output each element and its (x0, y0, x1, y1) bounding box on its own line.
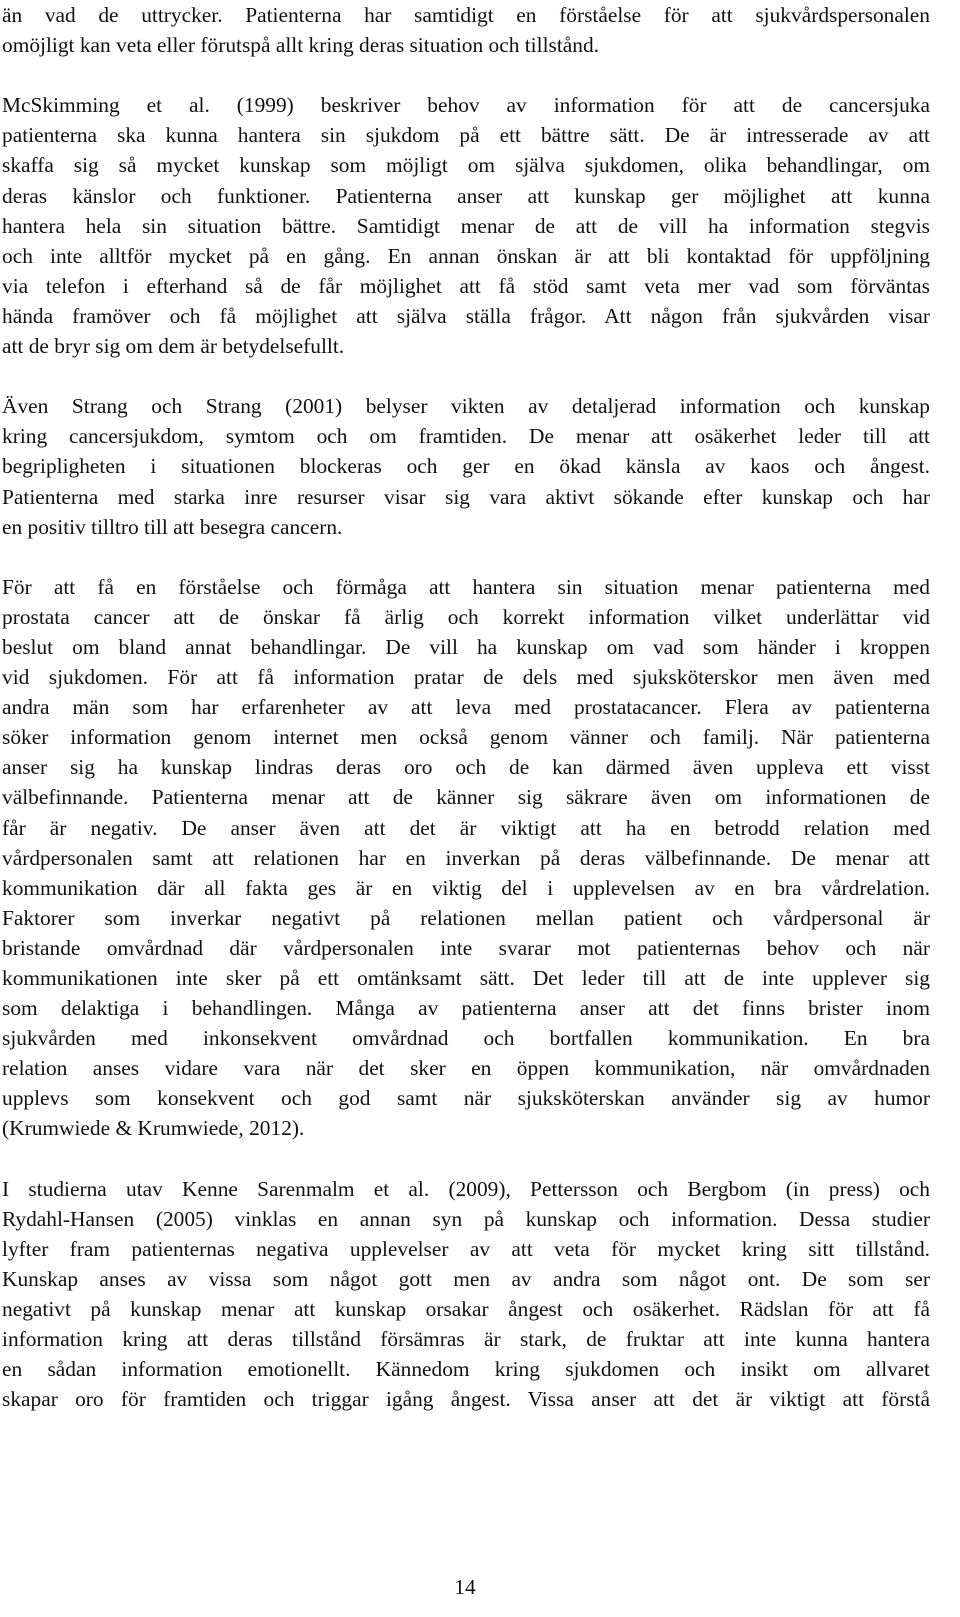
text-line: negativt på kunskap menar att kunskap orsakar ångest och osäkerhet. Rädslan för att få (2, 1297, 930, 1322)
text-line: Faktorer som inverkar negativt på relationen mellan patient och vårdpersonal är (2, 905, 930, 930)
text-line: omöjligt kan veta eller förutspå allt kring deras situation och tillstånd. (2, 33, 600, 58)
page-number: 14 (454, 1575, 476, 1599)
text-line: sjukvården med inkonsekvent omvårdnad och bortfallen kommunikation. En bra (2, 1026, 930, 1051)
text-line: andra män som har erfarenheter av att leva med prostatacancer. Flera av patienterna (2, 695, 930, 720)
text-line: att de bryr sig om dem är betydelsefullt. (2, 334, 345, 359)
text-line: hantera hela sin situation bättre. Samtidigt menar de att de vill ha information stegvis (2, 213, 930, 238)
text-line: lyfter fram patienternas negativa upplevelser av att veta för mycket kring sitt tillstånd. (2, 1236, 930, 1261)
text-line: en positiv tilltro till att besegra cancern. (2, 514, 343, 539)
body-text (2, 0, 930, 1414)
text-line: patienterna ska kunna hantera sin sjukdom på ett bättre sätt. De är intresserade av att (2, 123, 930, 148)
text-line: För att få en förståelse och förmåga att hantera sin situation menar patienterna med (2, 574, 930, 599)
text-line: får är negativ. De anser även att det är viktigt att ha en betrodd relation med (2, 815, 930, 840)
text-line: än vad de uttrycker. Patienterna har samtidigt en förståelse för att sjukvårdspersonalen (2, 3, 930, 27)
text-line: söker information genom internet men också genom vänner och familj. När patienterna (2, 725, 930, 750)
paragraph (2, 0, 930, 60)
text-line: information kring att deras tillstånd försämras är stark, de fruktar att inte kunna hantera (2, 1327, 930, 1352)
text-line: Patienterna med starka inre resurser visar sig vara aktivt sökande efter kunskap och har (2, 484, 930, 509)
text-line: relation anses vidare vara när det sker en öppen kommunikation, när omvårdnaden (2, 1056, 930, 1081)
paragraph-gap (2, 542, 930, 572)
text-line: kring cancersjukdom, symtom och om framtiden. De menar att osäkerhet leder till att (2, 424, 930, 449)
text-line: (Krumwiede & Krumwiede, 2012). (2, 1116, 305, 1141)
text-line: Rydahl-Hansen (2005) vinklas en annan syn på kunskap och information. Dessa studier (2, 1206, 930, 1231)
text-line: upplevs som konsekvent och god samt när sjuksköterskan använder sig av humor (2, 1086, 930, 1111)
text-line: bristande omvårdnad där vårdpersonalen inte svarar mot patienternas behov och när (2, 935, 930, 960)
text-line: Även Strang och Strang (2001) belyser vikten av detaljerad information och kunskap (2, 394, 930, 419)
text-line: prostata cancer att de önskar få ärlig och korrekt information vilket underlättar vid (2, 604, 930, 629)
paragraph-gap (2, 361, 930, 391)
text-line: deras känslor och funktioner. Patienterna anser att kunskap ger möjlighet att kunna (2, 183, 930, 208)
text-line: via telefon i efterhand så de får möjlighet att få stöd samt veta mer vad som förväntas (2, 273, 930, 298)
text-line: vårdpersonalen samt att relationen har en inverkan på deras välbefinnande. De menar att (2, 845, 930, 870)
text-line: kommunikationen inte sker på ett omtänksamt sätt. Det leder till att de inte upplever sig (2, 966, 930, 990)
text-line: och inte alltför mycket på en gång. En annan önskan är att bli kontaktad för uppföljning (2, 243, 930, 268)
text-line: anser sig ha kunskap lindras deras oro och de kan därmed även uppleva ett visst (2, 755, 930, 780)
text-line: I studierna utav Kenne Sarenmalm et al. (2009), Pettersson och Bergbom (in press) och (2, 1176, 930, 1201)
text-line: som delaktiga i behandlingen. Många av patienterna anser att det finns brister inom (2, 996, 930, 1021)
text-line: begripligheten i situationen blockeras och ger en ökad känsla av kaos och ångest. (2, 454, 930, 479)
text-line: hända framöver och få möjlighet att själva ställa frågor. Att någon från sjukvården visar (2, 303, 930, 328)
paragraph (2, 391, 930, 541)
text-line: välbefinnande. Patienterna menar att de känner sig säkrare även om informationen de (2, 785, 930, 810)
paragraph-gap (2, 1144, 930, 1174)
text-line: vid sjukdomen. För att få information pratar de dels med sjuksköterskor men även med (2, 665, 930, 690)
text-line: skapar oro för framtiden och triggar igång ångest. Vissa anser att det är viktigt att förstå (2, 1387, 930, 1412)
paragraph (2, 572, 930, 1144)
paragraph (2, 1174, 930, 1415)
paragraph (2, 90, 930, 361)
text-line: kommunikation där all fakta ges är en viktig del i upplevelsen av en bra vårdrelation. (2, 875, 930, 900)
text-line: Kunskap anses av vissa som något gott men av andra som något ont. De som ser (2, 1266, 930, 1291)
paragraph-gap (2, 60, 930, 90)
text-line: beslut om bland annat behandlingar. De vill ha kunskap om vad som händer i kroppen (2, 634, 930, 659)
text-line: skaffa sig så mycket kunskap som möjligt om själva sjukdomen, olika behandlingar, om (2, 153, 930, 178)
text-line: en sådan information emotionellt. Kännedom kring sjukdomen och insikt om allvaret (2, 1357, 930, 1382)
text-line: McSkimming et al. (1999) beskriver behov av information för att de cancersjuka (2, 93, 930, 118)
